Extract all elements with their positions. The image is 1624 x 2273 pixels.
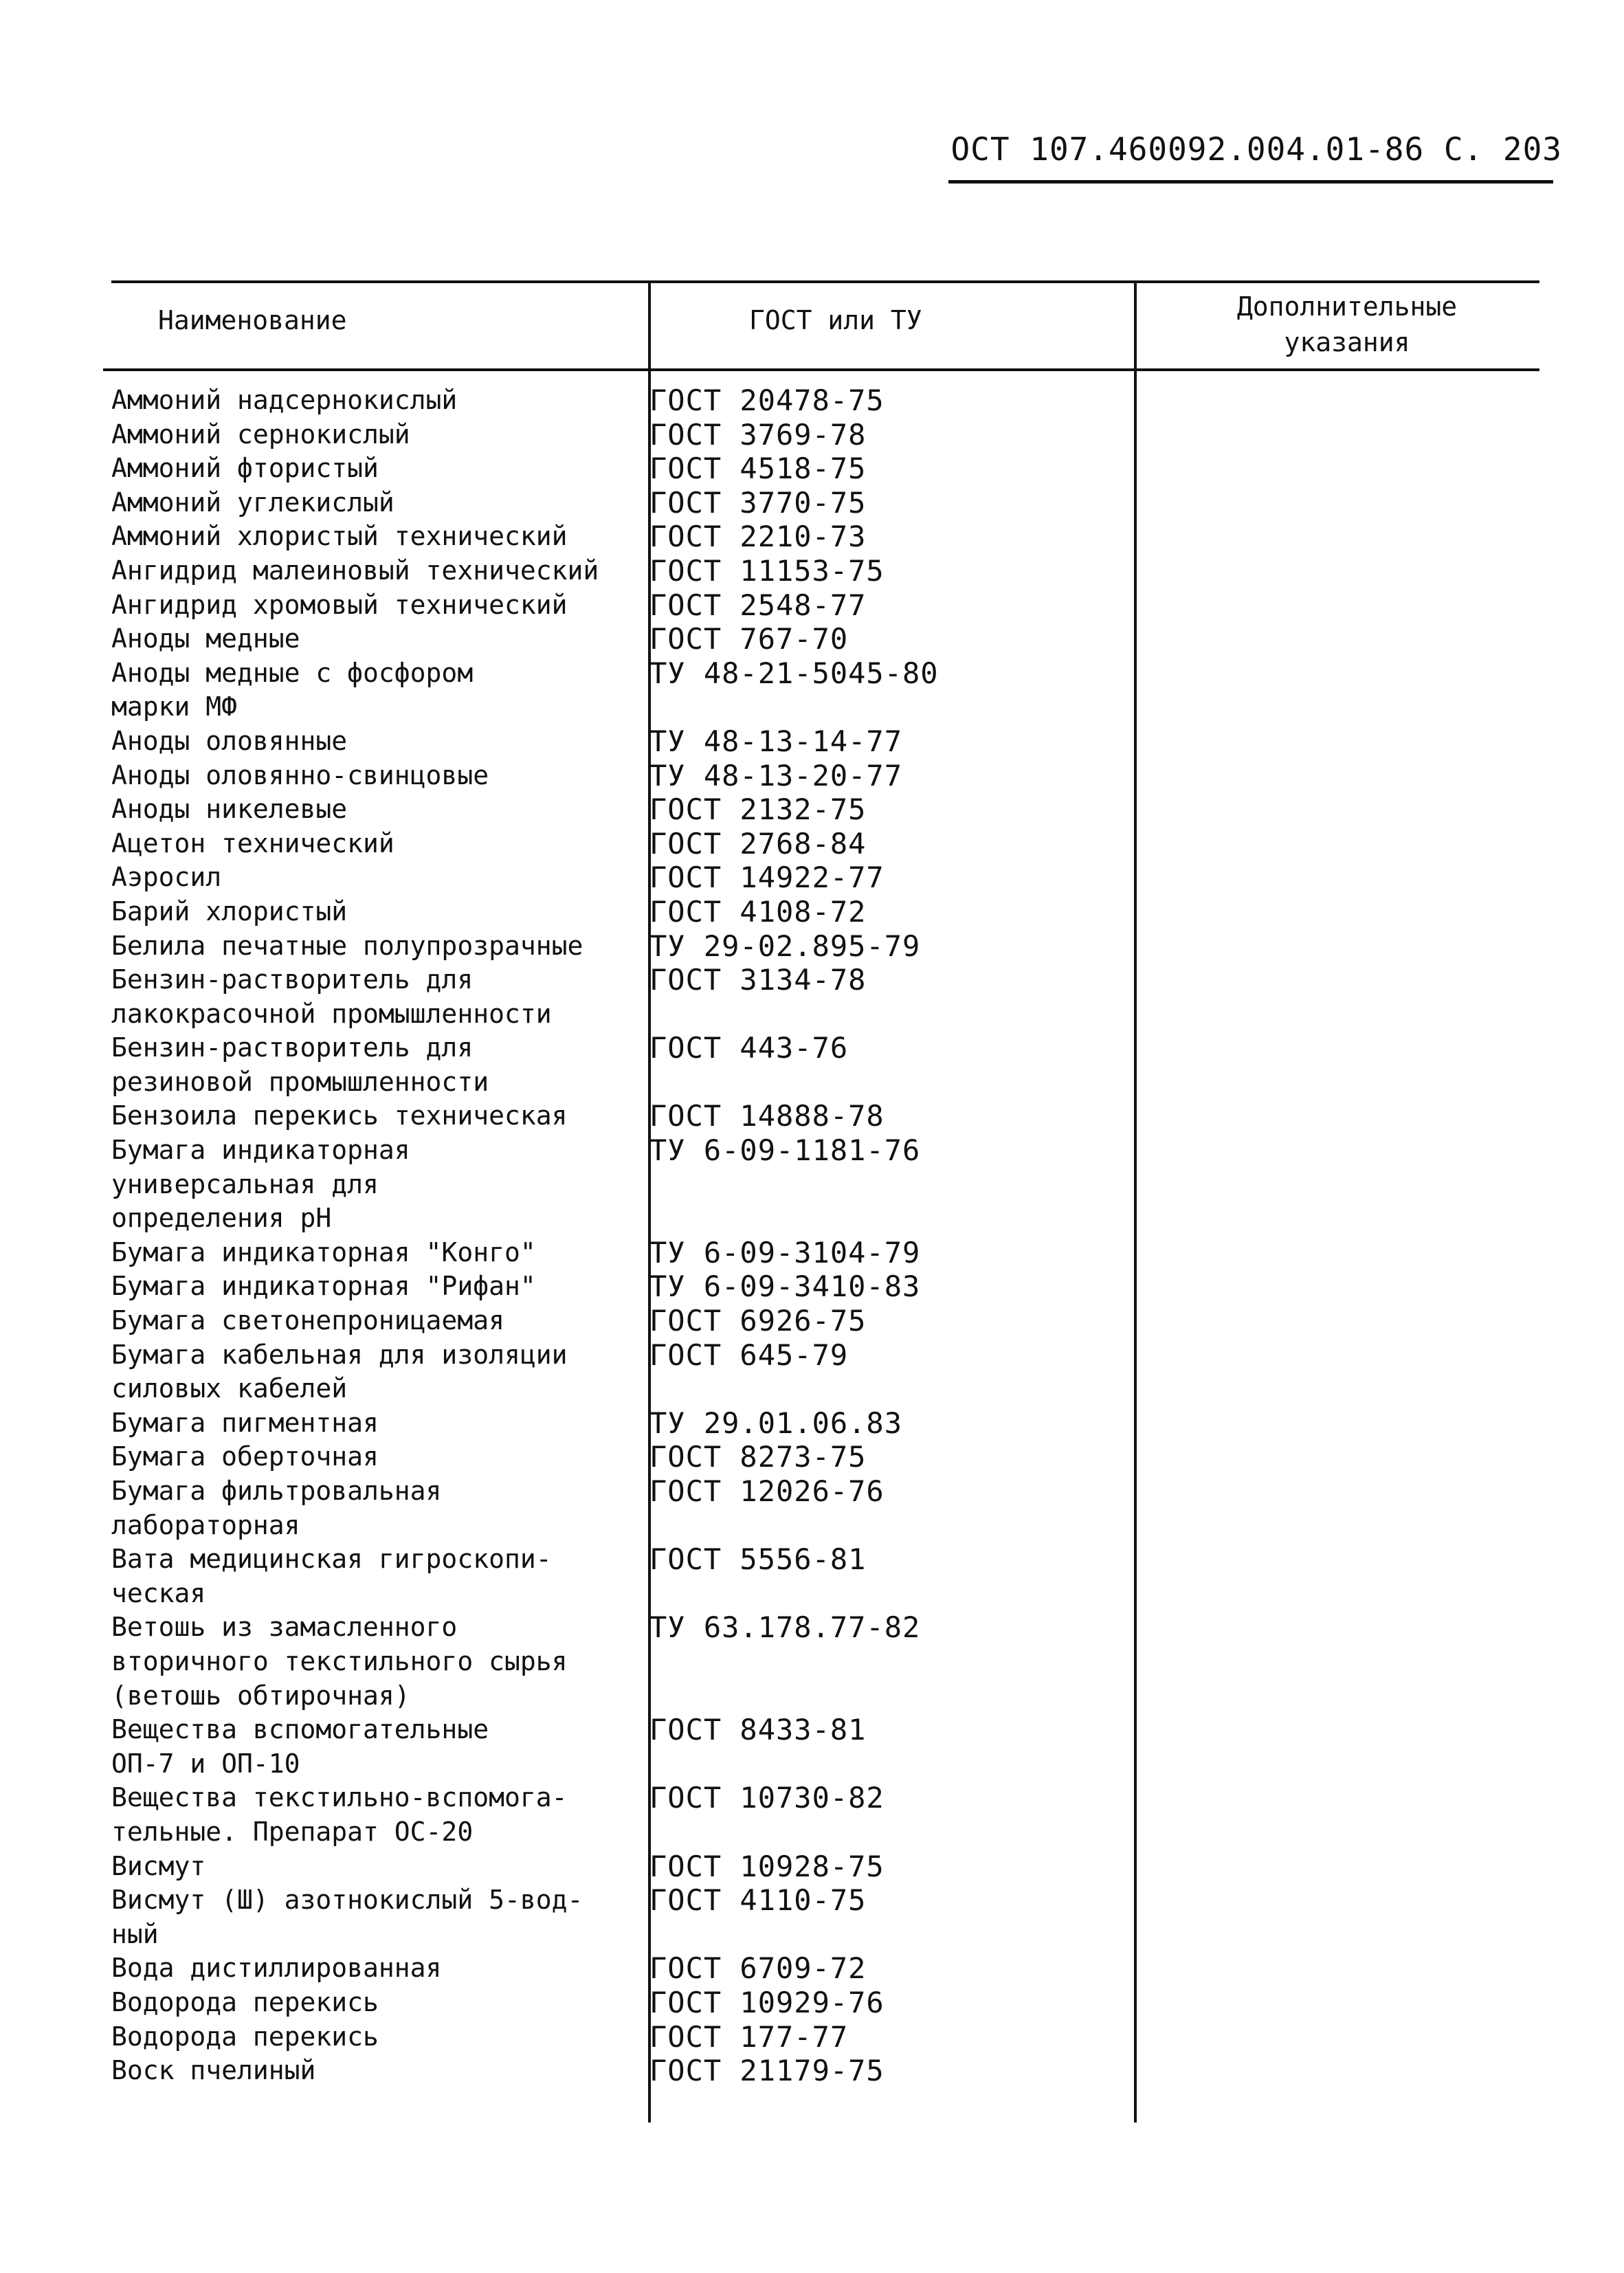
cell-notes: [1134, 486, 1539, 520]
page-header: ОСТ 107.460092.004.01-86 С. 203: [950, 131, 1562, 168]
cell-notes: [1134, 418, 1539, 452]
cell-notes: [1134, 1304, 1539, 1338]
column-header-name: Наименование: [158, 305, 347, 335]
cell-name: Бумага индикаторная "Рифан": [111, 1271, 536, 1302]
cell-gost: ГОСТ 12026-76: [649, 1474, 885, 1508]
table-row: [103, 588, 1539, 623]
cell-notes: [1134, 1338, 1539, 1406]
cell-notes: [1134, 2054, 1539, 2088]
cell-gost: ТУ 63.178.77-82: [649, 1610, 921, 1645]
cell-gost: ГОСТ 10928-75: [649, 1849, 885, 1883]
table-row: [103, 827, 1539, 861]
cell-gost: ГОСТ 2132-75: [649, 792, 867, 827]
cell-name: Аноды оловянно-свинцовые: [111, 759, 489, 790]
table-row: [103, 929, 1539, 964]
cell-notes: [1134, 452, 1539, 486]
cell-gost: ТУ 48-13-20-77: [649, 758, 903, 792]
table-row: [103, 1133, 1539, 1236]
cell-name: Висмут: [111, 1850, 206, 1881]
table-row: [103, 861, 1539, 895]
table-row: [103, 1850, 1539, 1884]
column-header-notes: [1216, 289, 1478, 360]
cell-gost: ГОСТ 3770-75: [649, 485, 867, 520]
cell-notes: [1134, 622, 1539, 656]
cell-name: Бензин-растворитель для лакокрасочной промышленности: [111, 964, 552, 1029]
cell-notes: [1134, 724, 1539, 759]
cell-name: Ангидрид хромовый технический: [111, 589, 568, 620]
cell-name: Бумага пигментная: [111, 1407, 379, 1438]
cell-name: Бумага кабельная для изоляции силовых кабелей: [111, 1339, 568, 1404]
table-row: [103, 486, 1539, 520]
cell-gost: ГОСТ 8273-75: [649, 1440, 867, 1474]
table-row: [103, 1474, 1539, 1542]
table-row: [103, 724, 1539, 759]
cell-gost: ГОСТ 4110-75: [649, 1883, 867, 1918]
cell-name: Воск пчелиный: [111, 2055, 316, 2086]
cell-name: Ветошь из замасленного вторичного текстильного сырья (ветошь обтирочная): [111, 1612, 568, 1711]
cell-name: Бензоила перекись техническая: [111, 1100, 568, 1131]
cell-name: Аммоний надсернокислый: [111, 385, 458, 415]
cell-name: Висмут (Ш) азотнокислый 5-вод- ный: [111, 1885, 583, 1949]
cell-notes: [1134, 554, 1539, 588]
cell-gost: ГОСТ 5556-81: [649, 1542, 867, 1577]
column-header-notes-line1: Дополнительные: [1236, 291, 1458, 322]
cell-notes: [1134, 1474, 1539, 1542]
cell-gost: ТУ 29.01.06.83: [649, 1406, 903, 1440]
table-row: [103, 1713, 1539, 1781]
cell-gost: ГОСТ 21179-75: [649, 2054, 885, 2088]
table-row: [103, 1951, 1539, 1986]
cell-notes: [1134, 1713, 1539, 1781]
cell-gost: ГОСТ 8433-81: [649, 1713, 867, 1747]
cell-notes: [1134, 827, 1539, 861]
cell-notes: [1134, 1610, 1539, 1713]
table-row: [103, 622, 1539, 656]
table-row: [103, 1338, 1539, 1406]
table-row: [103, 1883, 1539, 1951]
cell-name: Вещества текстильно-вспомога- тельные. Препарат ОС-20: [111, 1782, 568, 1847]
cell-gost: ТУ 48-13-14-77: [649, 724, 903, 758]
cell-gost: ТУ 6-09-3104-79: [649, 1235, 921, 1269]
cell-name: Бумага светонепроницаемая: [111, 1305, 504, 1336]
table-row: [103, 418, 1539, 452]
table-row: [103, 520, 1539, 554]
table-body: [103, 384, 1539, 2088]
cell-name: Барий хлористый: [111, 896, 348, 927]
column-header-gost: ГОСТ или ТУ: [749, 305, 922, 335]
cell-notes: [1134, 1269, 1539, 1304]
table-row: [103, 554, 1539, 588]
cell-notes: [1134, 1440, 1539, 1474]
cell-gost: ТУ 6-09-1181-76: [649, 1133, 921, 1168]
cell-name: Бумага фильтровальная лабораторная: [111, 1476, 442, 1540]
cell-name: Аммоний фтористый: [111, 453, 379, 484]
table-row: [103, 759, 1539, 793]
cell-notes: [1134, 656, 1539, 724]
cell-gost: ГОСТ 4108-72: [649, 894, 867, 929]
cell-notes: [1134, 1883, 1539, 1951]
cell-name: Бензин-растворитель для резиновой промышленности: [111, 1032, 489, 1097]
table-row: [103, 1781, 1539, 1849]
cell-name: Бумага индикаторная "Конго": [111, 1237, 536, 1267]
cell-notes: [1134, 1781, 1539, 1849]
cell-name: Ацетон технический: [111, 828, 394, 858]
cell-notes: [1134, 2020, 1539, 2054]
table-row: [103, 963, 1539, 1031]
cell-gost: ГОСТ 3769-78: [649, 417, 867, 452]
table-top-rule: [111, 280, 1539, 283]
table-row: [103, 1542, 1539, 1610]
cell-name: Аммоний хлористый технический: [111, 521, 568, 552]
cell-notes: [1134, 1133, 1539, 1236]
cell-name: Аммоний углекислый: [111, 487, 394, 518]
cell-notes: [1134, 895, 1539, 929]
table-row: [103, 1406, 1539, 1441]
table-row: [103, 1236, 1539, 1270]
cell-gost: ГОСТ 2548-77: [649, 588, 867, 622]
cell-gost: ГОСТ 6926-75: [649, 1304, 867, 1338]
cell-name: Бумага индикаторная универсальная для определения рН: [111, 1135, 410, 1234]
cell-notes: [1134, 1986, 1539, 2020]
cell-name: Аэросил: [111, 862, 222, 893]
cell-notes: [1134, 861, 1539, 895]
cell-gost: ГОСТ 11153-75: [649, 553, 885, 588]
cell-gost: ГОСТ 645-79: [649, 1338, 849, 1372]
table-row: [103, 2020, 1539, 2054]
cell-gost: ГОСТ 6709-72: [649, 1951, 867, 1986]
table-row: [103, 1304, 1539, 1338]
cell-name: Водорода перекись: [111, 2021, 379, 2052]
cell-name: Водорода перекись: [111, 1986, 379, 2017]
table-row: [103, 1610, 1539, 1713]
cell-gost: ГОСТ 3134-78: [649, 963, 867, 997]
cell-notes: [1134, 759, 1539, 793]
cell-gost: ГОСТ 10730-82: [649, 1781, 885, 1815]
cell-notes: [1134, 1542, 1539, 1610]
cell-name: Белила печатные полупрозрачные: [111, 930, 583, 961]
table-row: [103, 384, 1539, 418]
cell-gost: ТУ 6-09-3410-83: [649, 1269, 921, 1304]
materials-table: [103, 280, 1539, 2122]
cell-name: Аноды медные с фосфором марки МФ: [111, 657, 474, 722]
table-row: [103, 1099, 1539, 1133]
cell-gost: ГОСТ 4518-75: [649, 452, 867, 486]
cell-notes: [1134, 588, 1539, 623]
table-row: [103, 1269, 1539, 1304]
cell-gost: ГОСТ 14922-77: [649, 861, 885, 895]
table-row: [103, 1031, 1539, 1099]
cell-name: Вата медицинская гигроскопи- ческая: [111, 1544, 552, 1608]
cell-name: Аммоний сернокислый: [111, 419, 410, 450]
cell-notes: [1134, 1406, 1539, 1441]
cell-name: Аноды никелевые: [111, 794, 348, 825]
cell-notes: [1134, 520, 1539, 554]
table-row: [103, 1440, 1539, 1474]
cell-gost: ГОСТ 767-70: [649, 622, 849, 656]
cell-notes: [1134, 1236, 1539, 1270]
column-header-notes-line2: указания: [1284, 327, 1410, 357]
cell-notes: [1134, 792, 1539, 827]
table-row: [103, 656, 1539, 724]
table-row: [103, 1986, 1539, 2020]
cell-name: Вещества вспомогательные ОП-7 и ОП-10: [111, 1714, 489, 1779]
cell-gost: ГОСТ 2210-73: [649, 520, 867, 554]
cell-gost: ГОСТ 2768-84: [649, 826, 867, 861]
cell-name: Аноды медные: [111, 623, 300, 654]
cell-gost: ГОСТ 14888-78: [649, 1099, 885, 1133]
cell-gost: ТУ 29-02.895-79: [649, 929, 921, 963]
cell-gost: ГОСТ 443-76: [649, 1031, 849, 1065]
cell-notes: [1134, 1850, 1539, 1884]
cell-gost: ГОСТ 10929-76: [649, 1985, 885, 2019]
table-row: [103, 2054, 1539, 2088]
cell-name: Вода дистиллированная: [111, 1953, 442, 1984]
cell-notes: [1134, 963, 1539, 1031]
table-header-rule: [103, 368, 1539, 371]
cell-name: Аноды оловянные: [111, 725, 348, 756]
cell-gost: ГОСТ 177-77: [649, 2019, 849, 2054]
cell-notes: [1134, 1031, 1539, 1099]
table-row: [103, 452, 1539, 486]
cell-notes: [1134, 1099, 1539, 1133]
header-underline: [948, 180, 1553, 184]
table-row: [103, 895, 1539, 929]
cell-name: Ангидрид малеиновый технический: [111, 555, 599, 586]
cell-gost: ГОСТ 20478-75: [649, 384, 885, 417]
cell-notes: [1134, 1951, 1539, 1986]
cell-gost: ТУ 48-21-5045-80: [649, 656, 939, 690]
cell-notes: [1134, 929, 1539, 964]
cell-name: Бумага оберточная: [111, 1441, 379, 1472]
table-row: [103, 792, 1539, 827]
cell-notes: [1134, 384, 1539, 418]
